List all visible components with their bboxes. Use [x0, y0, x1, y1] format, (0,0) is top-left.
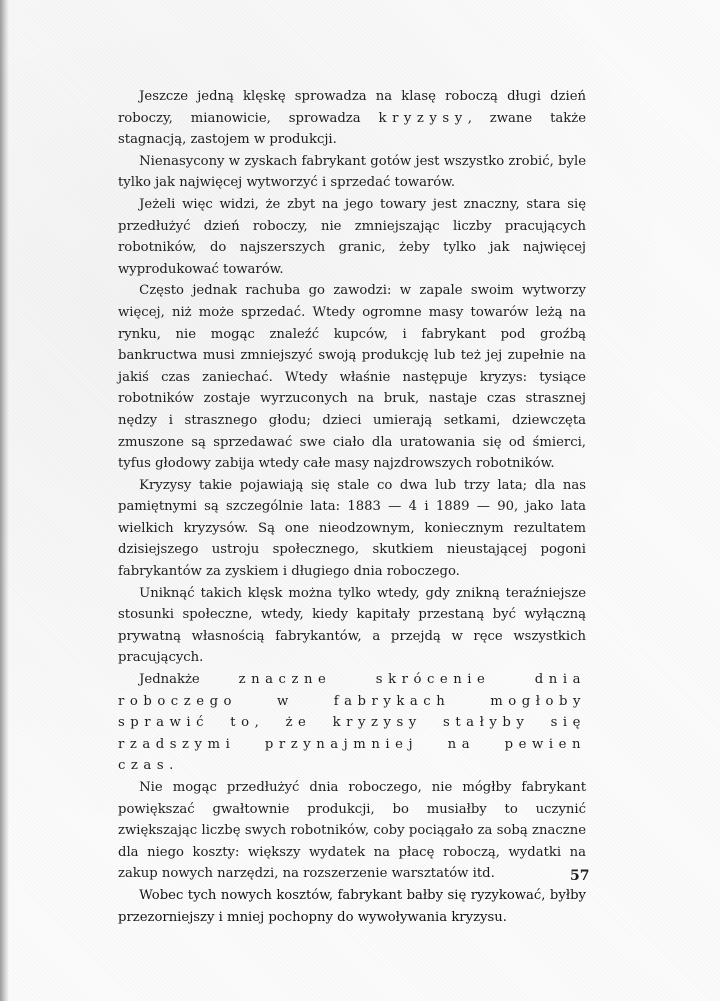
paragraph-4: Często jednak rachuba go zawodzi: w zapale swoim wytworzy więcej, niż może sprzedać. Wtedy ogromne masy towarów leżą na rynku, nie mogąc znaleźć kupców, i fabrykant pod groźbą bankructwa musi zmniejszyć swoją produkcję lub też jej zupełnie na jakiś czas zaniechać. Wtedy właśnie następuje kryzys: tysiące robotników zostaje wyrzuconych na bruk, nastaje czas strasznej nędzy i strasznego głodu; dzieci umierają setkami, dziewczęta zmuszone są sprzedawać swe ciało dla uratowania się od śmierci, tyfus głodowy zabija wtedy całe masy najzdrowszych robotników. — [118, 283, 586, 472]
page-number: 57 — [570, 868, 590, 884]
paragraph-1-end: , zwane także stagnacją, zastojem w produkcji. — [118, 110, 586, 148]
emphasis-kryzysy: kryzysy — [378, 110, 468, 126]
paragraph-8: Nie mogąc przedłużyć dnia roboczego, nie mógłby fabrykant powiększać gwałtownie produkcji, bo musiałby to uczynić zwiększając liczbę swych robotników, coby pociągało za sobą znaczne dla niego koszty: większy wydatek na płacę roboczą, wydatki na zakup nowych narzędzi, na rozszerzenie warsztatów itd. — [118, 780, 586, 882]
paragraph-9: Wobec tych nowych kosztów, fabrykant bałby się ryzykować, byłby przezorniejszy i mniej pochopny do wywoływania kryzysu. — [118, 887, 586, 925]
paragraph-7 — [118, 669, 586, 777]
paragraph-2: Nienasycony w zyskach fabrykant gotów jest wszystko zrobić, byle tylko jak najwięcej wytworzyć i sprzedać towarów. — [118, 153, 586, 191]
paragraph-7-end: . — [169, 758, 174, 774]
page-binding-shadow — [0, 0, 9, 1001]
paragraph-7-start: Jednakże — [139, 672, 239, 688]
emphasis-skrocenie: znaczne skrócenie dnia roboczego w fabrykach mogłoby sprawić to, że kryzysy stałyby się rzadszymi przynajmniej na pewien czas — [118, 672, 586, 774]
paragraph-5: Kryzysy takie pojawiają się stale co dwa lub trzy lata; dla nas pamiętnymi są szczególnie lata: 1883 — 4 i 1889 — 90, jako lata wielkich kryzysów. Są one nieodzownym, koniecznym rezultatem dzisiejszego ustroju społecznego, skutkiem nieustającej pogoni fabrykantów za zyskiem i długiego dnia roboczego. — [118, 477, 586, 580]
paragraph-3: Jeżeli więc widzi, że zbyt na jego towary jest znaczny, stara się przedłużyć dzień roboczy, nie zmniejszając liczby pracujących robotników, do najszerszych granic, żeby tylko jak najwięcej wyprodukować towarów. — [118, 196, 586, 277]
paragraph-1-start: Jeszcze jedną klęskę sprowadza na klasę roboczą długi dzień roboczy, mianowicie, sprowadza — [118, 89, 586, 126]
paragraph-1 — [118, 86, 586, 151]
paragraph-6: Uniknąć takich klęsk można tylko wtedy, gdy znikną teraźniejsze stosunki społeczne, wtedy, kiedy kapitały przestaną być wyłączną prywatną własnością fabrykantów, a przejdą w ręce wszystkich pracujących. — [118, 585, 586, 666]
body-text — [118, 86, 586, 928]
